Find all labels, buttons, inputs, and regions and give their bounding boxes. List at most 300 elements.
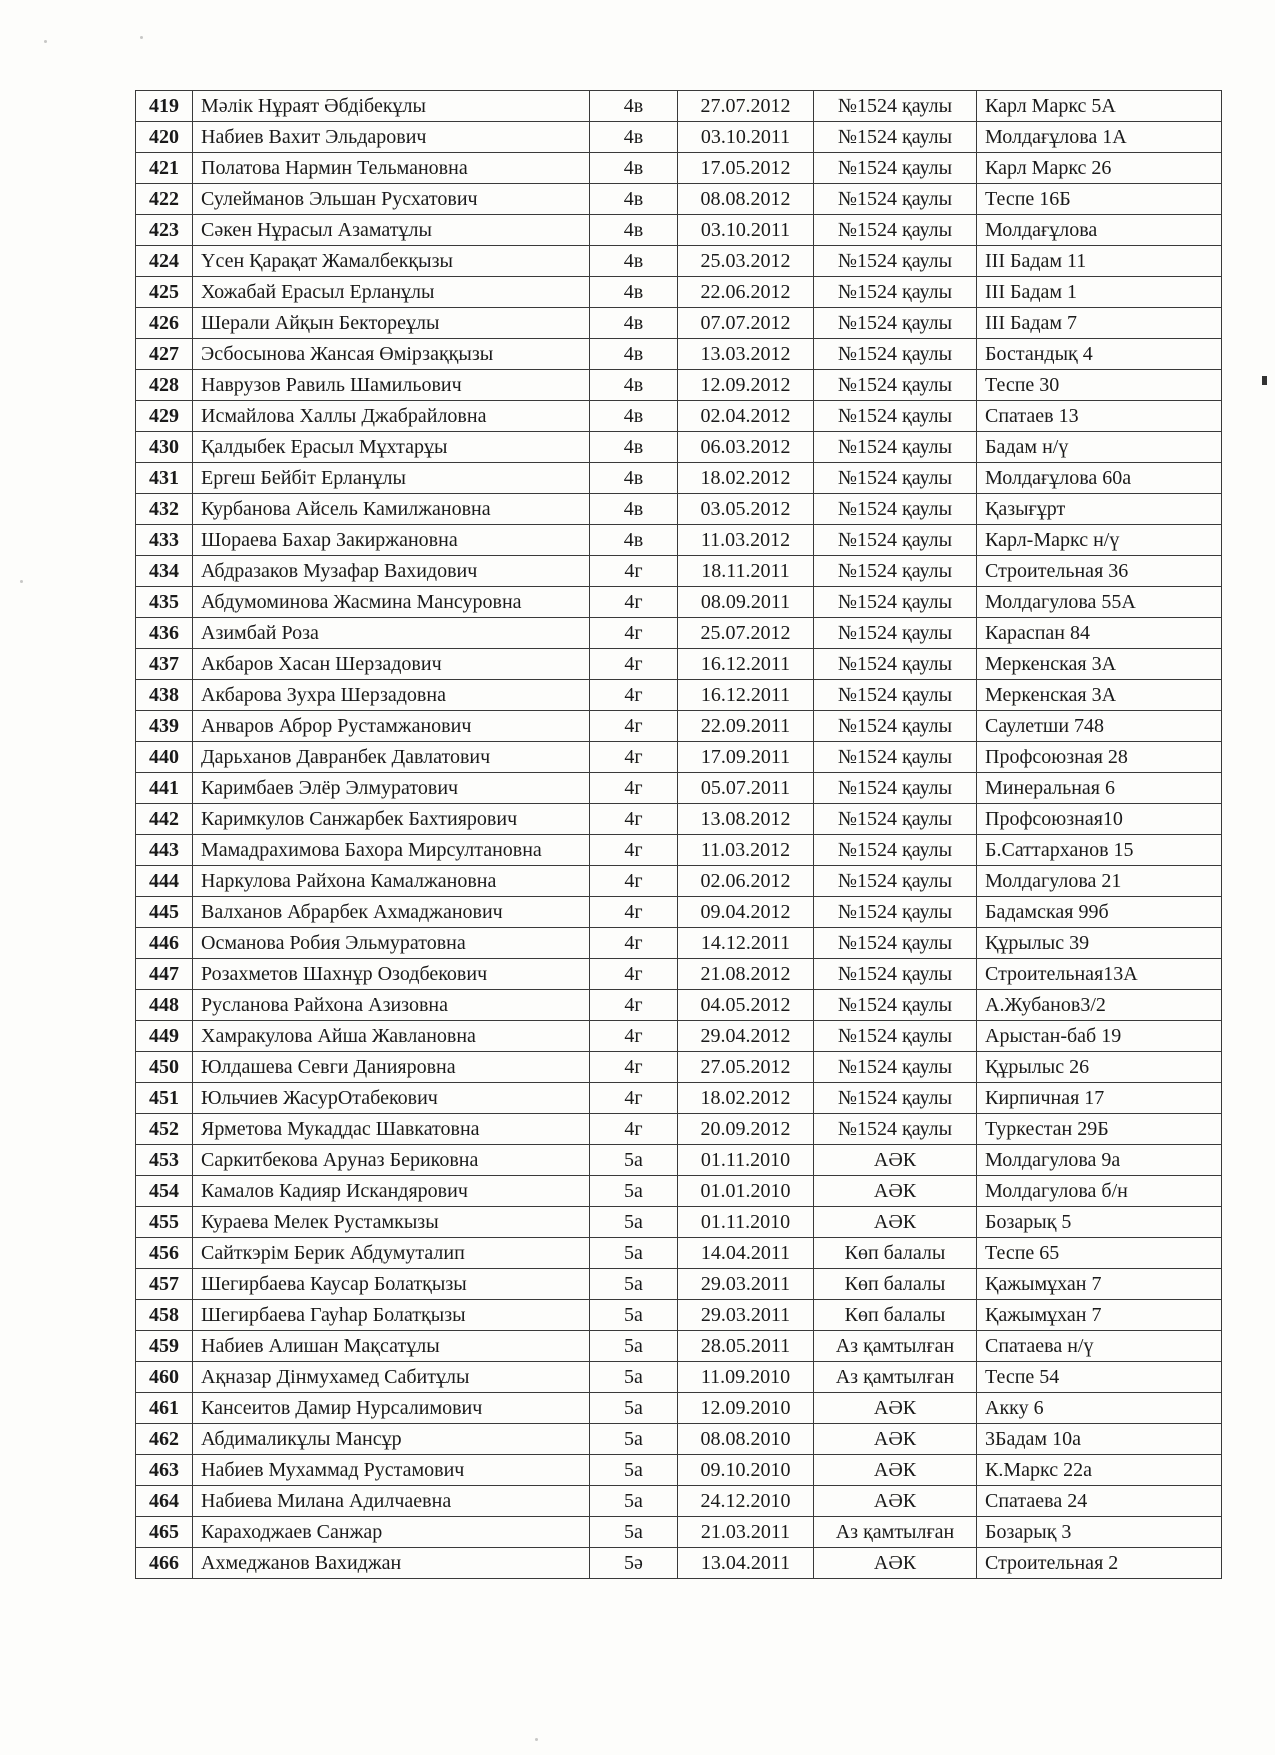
table-row	[136, 91, 1222, 122]
basis-cell: №1524 қаулы	[814, 587, 977, 618]
table-row	[136, 1331, 1222, 1362]
table-row	[136, 618, 1222, 649]
row-number-cell: 446	[136, 928, 193, 959]
birth-date-cell: 01.01.2010	[678, 1176, 814, 1207]
basis-cell: АӘК	[814, 1455, 977, 1486]
address-cell: Бостандық 4	[977, 339, 1222, 370]
student-name-cell: Хожабай Ерасыл Ерланұлы	[193, 277, 590, 308]
birth-date-cell: 14.04.2011	[678, 1238, 814, 1269]
student-name-cell: Сулейманов Эльшан Русхатович	[193, 184, 590, 215]
scan-edge-mark	[1262, 376, 1267, 385]
table-row	[136, 1176, 1222, 1207]
basis-cell: №1524 қаулы	[814, 990, 977, 1021]
row-number-cell: 429	[136, 401, 193, 432]
birth-date-cell: 22.06.2012	[678, 277, 814, 308]
address-cell: Спатаев 13	[977, 401, 1222, 432]
student-name-cell: Кансеитов Дамир Нурсалимович	[193, 1393, 590, 1424]
birth-date-cell: 24.12.2010	[678, 1486, 814, 1517]
address-cell: Бозарық 5	[977, 1207, 1222, 1238]
address-cell: Кирпичная 17	[977, 1083, 1222, 1114]
birth-date-cell: 01.11.2010	[678, 1207, 814, 1238]
class-grade-cell: 4г	[590, 866, 678, 897]
address-cell: Бадамская 99б	[977, 897, 1222, 928]
table-row	[136, 1455, 1222, 1486]
basis-cell: №1524 қаулы	[814, 897, 977, 928]
student-name-cell: Эсбосынова Жансая Өмірзаққызы	[193, 339, 590, 370]
basis-cell: Көп балалы	[814, 1300, 977, 1331]
basis-cell: №1524 қаулы	[814, 1083, 977, 1114]
basis-cell: Аз қамтылған	[814, 1362, 977, 1393]
row-number-cell: 450	[136, 1052, 193, 1083]
student-name-cell: Абдималикұлы Мансұр	[193, 1424, 590, 1455]
row-number-cell: 445	[136, 897, 193, 928]
birth-date-cell: 08.08.2012	[678, 184, 814, 215]
student-name-cell: Сайткэрім Берик Абдумуталип	[193, 1238, 590, 1269]
birth-date-cell: 27.05.2012	[678, 1052, 814, 1083]
row-number-cell: 423	[136, 215, 193, 246]
table-body	[136, 91, 1222, 1579]
table-row	[136, 184, 1222, 215]
basis-cell: АӘК	[814, 1424, 977, 1455]
table-row	[136, 246, 1222, 277]
class-grade-cell: 5а	[590, 1238, 678, 1269]
row-number-cell: 428	[136, 370, 193, 401]
student-name-cell: Розахметов Шахнұр Озодбекович	[193, 959, 590, 990]
table-row	[136, 525, 1222, 556]
table-row	[136, 897, 1222, 928]
row-number-cell: 437	[136, 649, 193, 680]
row-number-cell: 444	[136, 866, 193, 897]
scan-speck	[44, 40, 47, 43]
row-number-cell: 430	[136, 432, 193, 463]
address-cell: Карл Маркс 5А	[977, 91, 1222, 122]
row-number-cell: 432	[136, 494, 193, 525]
birth-date-cell: 04.05.2012	[678, 990, 814, 1021]
birth-date-cell: 13.04.2011	[678, 1548, 814, 1579]
birth-date-cell: 11.03.2012	[678, 835, 814, 866]
row-number-cell: 440	[136, 742, 193, 773]
address-cell: III Бадам 7	[977, 308, 1222, 339]
class-grade-cell: 4в	[590, 494, 678, 525]
basis-cell: АӘК	[814, 1207, 977, 1238]
student-name-cell: Шораева Бахар Закиржановна	[193, 525, 590, 556]
student-name-cell: Наврузов Равиль Шамильович	[193, 370, 590, 401]
birth-date-cell: 17.05.2012	[678, 153, 814, 184]
address-cell: Құрылыс 39	[977, 928, 1222, 959]
birth-date-cell: 09.04.2012	[678, 897, 814, 928]
address-cell: Спатаева 24	[977, 1486, 1222, 1517]
class-grade-cell: 4г	[590, 1114, 678, 1145]
birth-date-cell: 08.08.2010	[678, 1424, 814, 1455]
class-grade-cell: 4г	[590, 959, 678, 990]
class-grade-cell: 4г	[590, 680, 678, 711]
class-grade-cell: 4в	[590, 339, 678, 370]
birth-date-cell: 17.09.2011	[678, 742, 814, 773]
address-cell: Карл Маркс 26	[977, 153, 1222, 184]
table-row	[136, 1114, 1222, 1145]
basis-cell: №1524 қаулы	[814, 246, 977, 277]
row-number-cell: 435	[136, 587, 193, 618]
student-name-cell: Юлдашева Севги Данияровна	[193, 1052, 590, 1083]
student-name-cell: Ахмеджанов Вахиджан	[193, 1548, 590, 1579]
student-name-cell: Абдумоминова Жасмина Мансуровна	[193, 587, 590, 618]
birth-date-cell: 11.03.2012	[678, 525, 814, 556]
class-grade-cell: 4в	[590, 246, 678, 277]
table-row	[136, 804, 1222, 835]
address-cell: Строительная 36	[977, 556, 1222, 587]
student-name-cell: Қалдыбек Ерасыл Мұхтарұы	[193, 432, 590, 463]
class-grade-cell: 4г	[590, 587, 678, 618]
birth-date-cell: 16.12.2011	[678, 649, 814, 680]
class-grade-cell: 5а	[590, 1300, 678, 1331]
address-cell: Теспе 16Б	[977, 184, 1222, 215]
class-grade-cell: 4в	[590, 525, 678, 556]
student-name-cell: Валханов Абрарбек Ахмаджанович	[193, 897, 590, 928]
class-grade-cell: 4г	[590, 742, 678, 773]
row-number-cell: 451	[136, 1083, 193, 1114]
basis-cell: АӘК	[814, 1548, 977, 1579]
row-number-cell: 452	[136, 1114, 193, 1145]
birth-date-cell: 03.10.2011	[678, 122, 814, 153]
row-number-cell: 427	[136, 339, 193, 370]
table-row	[136, 1052, 1222, 1083]
row-number-cell: 457	[136, 1269, 193, 1300]
basis-cell: №1524 қаулы	[814, 432, 977, 463]
birth-date-cell: 22.09.2011	[678, 711, 814, 742]
address-cell: Теспе 65	[977, 1238, 1222, 1269]
basis-cell: Аз қамтылған	[814, 1331, 977, 1362]
row-number-cell: 438	[136, 680, 193, 711]
basis-cell: №1524 қаулы	[814, 401, 977, 432]
basis-cell: №1524 қаулы	[814, 184, 977, 215]
birth-date-cell: 13.03.2012	[678, 339, 814, 370]
birth-date-cell: 01.11.2010	[678, 1145, 814, 1176]
class-grade-cell: 5а	[590, 1331, 678, 1362]
birth-date-cell: 18.11.2011	[678, 556, 814, 587]
address-cell: Молдагулова б/н	[977, 1176, 1222, 1207]
class-grade-cell: 4г	[590, 928, 678, 959]
table-row	[136, 308, 1222, 339]
class-grade-cell: 5а	[590, 1145, 678, 1176]
basis-cell: №1524 қаулы	[814, 153, 977, 184]
address-cell: Минеральная 6	[977, 773, 1222, 804]
row-number-cell: 466	[136, 1548, 193, 1579]
student-name-cell: Анваров Аброр Рустамжанович	[193, 711, 590, 742]
birth-date-cell: 11.09.2010	[678, 1362, 814, 1393]
birth-date-cell: 08.09.2011	[678, 587, 814, 618]
class-grade-cell: 4г	[590, 773, 678, 804]
birth-date-cell: 18.02.2012	[678, 1083, 814, 1114]
student-name-cell: Ярметова Мукаддас Шавкатовна	[193, 1114, 590, 1145]
address-cell: 3Бадам 10а	[977, 1424, 1222, 1455]
student-name-cell: Юльчиев ЖасурОтабекович	[193, 1083, 590, 1114]
student-name-cell: Наркулова Райхона Камалжановна	[193, 866, 590, 897]
row-number-cell: 456	[136, 1238, 193, 1269]
birth-date-cell: 12.09.2012	[678, 370, 814, 401]
table-row	[136, 928, 1222, 959]
table-row	[136, 463, 1222, 494]
basis-cell: №1524 қаулы	[814, 1052, 977, 1083]
student-name-cell: Ергеш Бейбіт Ерланұлы	[193, 463, 590, 494]
row-number-cell: 459	[136, 1331, 193, 1362]
basis-cell: Көп балалы	[814, 1269, 977, 1300]
class-grade-cell: 4в	[590, 463, 678, 494]
row-number-cell: 436	[136, 618, 193, 649]
row-number-cell: 461	[136, 1393, 193, 1424]
table-row	[136, 1517, 1222, 1548]
address-cell: Строительная13А	[977, 959, 1222, 990]
birth-date-cell: 25.03.2012	[678, 246, 814, 277]
class-grade-cell: 4в	[590, 91, 678, 122]
birth-date-cell: 27.07.2012	[678, 91, 814, 122]
scan-speck	[535, 1738, 538, 1741]
table-row	[136, 215, 1222, 246]
basis-cell: №1524 қаулы	[814, 618, 977, 649]
basis-cell: №1524 қаулы	[814, 339, 977, 370]
birth-date-cell: 03.05.2012	[678, 494, 814, 525]
address-cell: III Бадам 1	[977, 277, 1222, 308]
table-row	[136, 587, 1222, 618]
student-name-cell: Полатова Нармин Тельмановна	[193, 153, 590, 184]
table-row	[136, 1486, 1222, 1517]
class-grade-cell: 4в	[590, 153, 678, 184]
address-cell: Б.Саттарханов 15	[977, 835, 1222, 866]
table-row	[136, 1238, 1222, 1269]
basis-cell: №1524 қаулы	[814, 1021, 977, 1052]
student-name-cell: Үсен Қарақат Жамалбекқызы	[193, 246, 590, 277]
student-name-cell: Азимбай Роза	[193, 618, 590, 649]
student-name-cell: Русланова Райхона Азизовна	[193, 990, 590, 1021]
class-grade-cell: 4г	[590, 711, 678, 742]
class-grade-cell: 5а	[590, 1486, 678, 1517]
basis-cell: №1524 қаулы	[814, 773, 977, 804]
class-grade-cell: 4г	[590, 1083, 678, 1114]
class-grade-cell: 4в	[590, 277, 678, 308]
table-row	[136, 1548, 1222, 1579]
class-grade-cell: 4г	[590, 618, 678, 649]
basis-cell: №1524 қаулы	[814, 463, 977, 494]
row-number-cell: 421	[136, 153, 193, 184]
address-cell: Бадам н/ү	[977, 432, 1222, 463]
table-row	[136, 1145, 1222, 1176]
student-name-cell: Набиев Мухаммад Рустамович	[193, 1455, 590, 1486]
basis-cell: №1524 қаулы	[814, 835, 977, 866]
table-row	[136, 339, 1222, 370]
birth-date-cell: 05.07.2011	[678, 773, 814, 804]
table-row	[136, 1083, 1222, 1114]
basis-cell: №1524 қаулы	[814, 277, 977, 308]
birth-date-cell: 21.08.2012	[678, 959, 814, 990]
row-number-cell: 431	[136, 463, 193, 494]
student-name-cell: Набиев Вахит Эльдарович	[193, 122, 590, 153]
basis-cell: №1524 қаулы	[814, 711, 977, 742]
table-row	[136, 1021, 1222, 1052]
table-row	[136, 277, 1222, 308]
class-grade-cell: 5а	[590, 1424, 678, 1455]
birth-date-cell: 13.08.2012	[678, 804, 814, 835]
birth-date-cell: 06.03.2012	[678, 432, 814, 463]
row-number-cell: 447	[136, 959, 193, 990]
student-name-cell: Абдразаков Музафар Вахидович	[193, 556, 590, 587]
table-row	[136, 556, 1222, 587]
student-name-cell: Шерали Айқын Бектореұлы	[193, 308, 590, 339]
student-name-cell: Каримкулов Санжарбек Бахтиярович	[193, 804, 590, 835]
address-cell: Бозарық 3	[977, 1517, 1222, 1548]
basis-cell: №1524 қаулы	[814, 370, 977, 401]
address-cell: Құрылыс 26	[977, 1052, 1222, 1083]
basis-cell: №1524 қаулы	[814, 804, 977, 835]
table-row	[136, 401, 1222, 432]
address-cell: К.Маркс 22а	[977, 1455, 1222, 1486]
birth-date-cell: 28.05.2011	[678, 1331, 814, 1362]
basis-cell: №1524 қаулы	[814, 928, 977, 959]
row-number-cell: 426	[136, 308, 193, 339]
table-row	[136, 959, 1222, 990]
address-cell: Молдағұлова 60а	[977, 463, 1222, 494]
class-grade-cell: 5а	[590, 1455, 678, 1486]
student-name-cell: Мамадрахимова Бахора Мирсултановна	[193, 835, 590, 866]
address-cell: Спатаева н/ү	[977, 1331, 1222, 1362]
basis-cell: АӘК	[814, 1145, 977, 1176]
table-row	[136, 742, 1222, 773]
row-number-cell: 448	[136, 990, 193, 1021]
basis-cell: №1524 қаулы	[814, 556, 977, 587]
class-grade-cell: 4г	[590, 990, 678, 1021]
address-cell: Қазығұрт	[977, 494, 1222, 525]
address-cell: Молдагулова 9а	[977, 1145, 1222, 1176]
class-grade-cell: 5а	[590, 1207, 678, 1238]
address-cell: Теспе 54	[977, 1362, 1222, 1393]
class-grade-cell: 5а	[590, 1362, 678, 1393]
row-number-cell: 439	[136, 711, 193, 742]
birth-date-cell: 21.03.2011	[678, 1517, 814, 1548]
address-cell: Теспе 30	[977, 370, 1222, 401]
student-name-cell: Исмайлова Халлы Джабрайловна	[193, 401, 590, 432]
student-name-cell: Кураева Мелек Рустамкызы	[193, 1207, 590, 1238]
row-number-cell: 449	[136, 1021, 193, 1052]
table-row	[136, 122, 1222, 153]
birth-date-cell: 16.12.2011	[678, 680, 814, 711]
row-number-cell: 454	[136, 1176, 193, 1207]
class-grade-cell: 4в	[590, 184, 678, 215]
basis-cell: АӘК	[814, 1486, 977, 1517]
row-number-cell: 420	[136, 122, 193, 153]
student-name-cell: Османова Робия Эльмуратовна	[193, 928, 590, 959]
table-row	[136, 1393, 1222, 1424]
birth-date-cell: 25.07.2012	[678, 618, 814, 649]
class-grade-cell: 4г	[590, 804, 678, 835]
birth-date-cell: 14.12.2011	[678, 928, 814, 959]
row-number-cell: 465	[136, 1517, 193, 1548]
basis-cell: №1524 қаулы	[814, 649, 977, 680]
address-cell: Молдағұлова 1А	[977, 122, 1222, 153]
address-cell: Профсоюзная10	[977, 804, 1222, 835]
birth-date-cell: 18.02.2012	[678, 463, 814, 494]
student-name-cell: Мәлік Нұраят Әбдібекұлы	[193, 91, 590, 122]
address-cell: Қажымұхан 7	[977, 1269, 1222, 1300]
table-row	[136, 1300, 1222, 1331]
student-name-cell: Ақназар Дінмухамед Сабитұлы	[193, 1362, 590, 1393]
student-name-cell: Акбарова Зухра Шерзадовна	[193, 680, 590, 711]
row-number-cell: 455	[136, 1207, 193, 1238]
birth-date-cell: 29.03.2011	[678, 1269, 814, 1300]
table-row	[136, 1207, 1222, 1238]
class-grade-cell: 5а	[590, 1517, 678, 1548]
address-cell: Қажымұхан 7	[977, 1300, 1222, 1331]
basis-cell: Аз қамтылған	[814, 1517, 977, 1548]
table-row	[136, 990, 1222, 1021]
address-cell: Молдагулова 55А	[977, 587, 1222, 618]
class-grade-cell: 4г	[590, 1052, 678, 1083]
row-number-cell: 419	[136, 91, 193, 122]
row-number-cell: 434	[136, 556, 193, 587]
address-cell: Туркестан 29Б	[977, 1114, 1222, 1145]
student-name-cell: Набиева Милана Адилчаевна	[193, 1486, 590, 1517]
row-number-cell: 442	[136, 804, 193, 835]
scan-speck	[20, 580, 23, 583]
table-row	[136, 432, 1222, 463]
row-number-cell: 464	[136, 1486, 193, 1517]
basis-cell: №1524 қаулы	[814, 680, 977, 711]
row-number-cell: 422	[136, 184, 193, 215]
table-row	[136, 494, 1222, 525]
address-cell: Акку 6	[977, 1393, 1222, 1424]
row-number-cell: 458	[136, 1300, 193, 1331]
class-grade-cell: 4в	[590, 122, 678, 153]
address-cell: Караспан 84	[977, 618, 1222, 649]
student-name-cell: Шегирбаева Гауһар Болатқызы	[193, 1300, 590, 1331]
class-grade-cell: 5ә	[590, 1548, 678, 1579]
table-row	[136, 370, 1222, 401]
class-grade-cell: 4г	[590, 556, 678, 587]
address-cell: Арыстан-баб 19	[977, 1021, 1222, 1052]
table-row	[136, 1362, 1222, 1393]
student-name-cell: Караходжаев Санжар	[193, 1517, 590, 1548]
address-cell: Меркенская 3А	[977, 649, 1222, 680]
student-name-cell: Камалов Кадияр Искандярович	[193, 1176, 590, 1207]
class-grade-cell: 4в	[590, 215, 678, 246]
row-number-cell: 462	[136, 1424, 193, 1455]
row-number-cell: 425	[136, 277, 193, 308]
class-grade-cell: 4в	[590, 370, 678, 401]
address-cell: Молдагулова 21	[977, 866, 1222, 897]
table-row	[136, 1269, 1222, 1300]
basis-cell: №1524 қаулы	[814, 308, 977, 339]
class-grade-cell: 4г	[590, 835, 678, 866]
student-name-cell: Каримбаев Элёр Элмуратович	[193, 773, 590, 804]
student-name-cell: Сәкен Нұрасыл Азаматұлы	[193, 215, 590, 246]
student-name-cell: Саркитбекова Аруназ Бериковна	[193, 1145, 590, 1176]
class-grade-cell: 5а	[590, 1393, 678, 1424]
student-list-table	[135, 90, 1222, 1579]
birth-date-cell: 29.04.2012	[678, 1021, 814, 1052]
basis-cell: АӘК	[814, 1393, 977, 1424]
table-row	[136, 711, 1222, 742]
class-grade-cell: 4г	[590, 897, 678, 928]
student-name-cell: Набиев Алишан Мақсатұлы	[193, 1331, 590, 1362]
birth-date-cell: 07.07.2012	[678, 308, 814, 339]
address-cell: Строительная 2	[977, 1548, 1222, 1579]
class-grade-cell: 4г	[590, 649, 678, 680]
basis-cell: №1524 қаулы	[814, 494, 977, 525]
class-grade-cell: 4в	[590, 432, 678, 463]
address-cell: Профсоюзная 28	[977, 742, 1222, 773]
basis-cell: Көп балалы	[814, 1238, 977, 1269]
basis-cell: №1524 қаулы	[814, 742, 977, 773]
birth-date-cell: 12.09.2010	[678, 1393, 814, 1424]
table-row	[136, 680, 1222, 711]
address-cell: А.Жубанов3/2	[977, 990, 1222, 1021]
